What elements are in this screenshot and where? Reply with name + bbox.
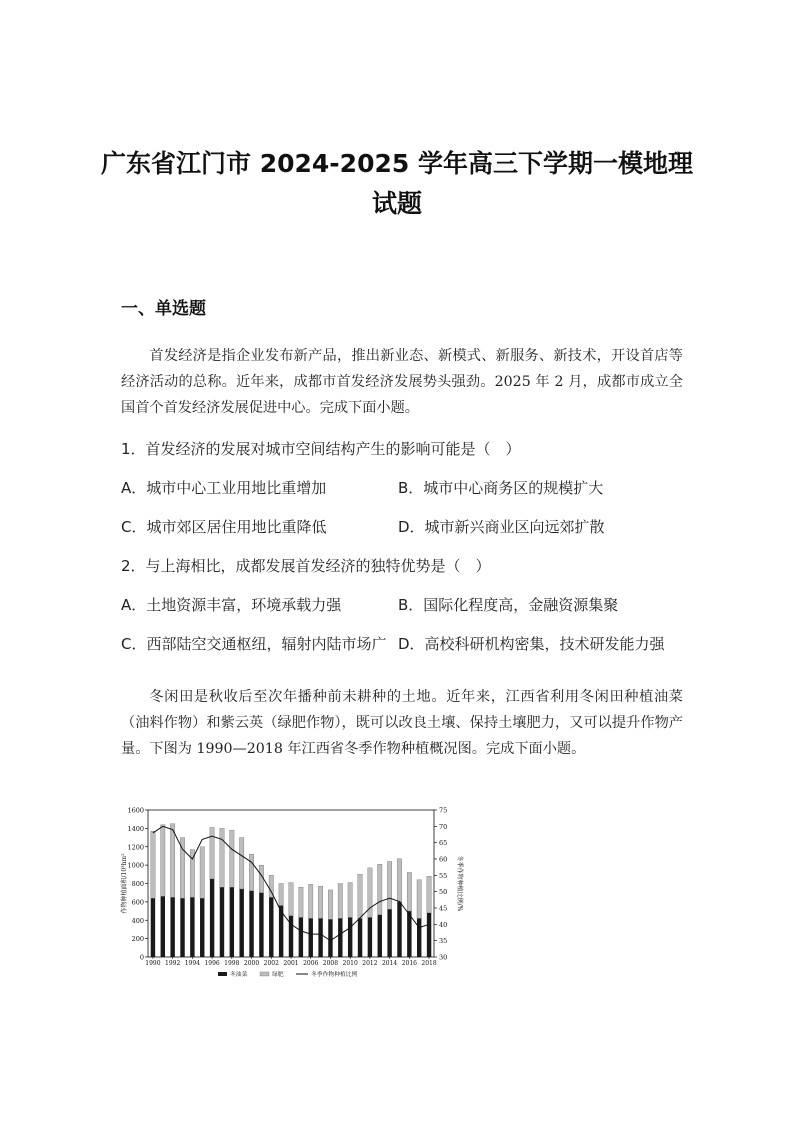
bar-green-manure	[387, 861, 391, 909]
bar-winter-rapeseed	[417, 918, 421, 957]
y-left-tick-label: 0	[139, 953, 144, 962]
x-tick-label: 2001	[283, 960, 299, 967]
bar-green-manure	[338, 884, 342, 919]
y-right-tick-label: 55	[439, 871, 448, 880]
bar-winter-rapeseed	[338, 918, 342, 957]
q2-option-a[interactable]: A．土地资源丰富，环境承载力强	[121, 596, 342, 614]
q1-option-c[interactable]: C．城市郊区居住用地比重降低	[121, 518, 327, 536]
bar-green-manure	[220, 828, 224, 887]
question-2-stem: 2．与上海相比，成都发展首发经济的独特优势是（ ）	[121, 557, 491, 575]
legend-swatch-rapeseed	[218, 972, 227, 976]
y-left-tick-label: 800	[131, 880, 144, 888]
bar-winter-rapeseed	[348, 917, 352, 957]
y-left-tick-label: 600	[131, 898, 144, 907]
y-left-tick-label: 400	[131, 916, 144, 925]
y-left-axis-label: 作物种植面积/10³hm²	[121, 853, 128, 914]
bar-winter-rapeseed	[427, 913, 431, 957]
y-left-tick-label: 1200	[127, 843, 144, 852]
bar-winter-rapeseed	[387, 909, 391, 957]
bar-winter-rapeseed	[151, 898, 155, 957]
legend-label-ratio: 冬季作物种植比例	[311, 972, 358, 978]
bar-winter-rapeseed	[358, 918, 362, 957]
x-tick-label: 2012	[362, 960, 378, 967]
bar-green-manure	[170, 824, 174, 898]
y-right-axis-label: 冬季作物种植比例/%	[456, 855, 463, 912]
x-tick-label: 2018	[421, 960, 437, 967]
bar-winter-rapeseed	[378, 915, 382, 957]
bar-green-manure	[309, 884, 313, 918]
q2-option-d[interactable]: D．高校科研机构密集，技术研发能力强	[398, 635, 665, 653]
q1-option-a[interactable]: A．城市中心工业用地比重增加	[121, 479, 327, 497]
bar-winter-rapeseed	[299, 917, 303, 957]
bar-green-manure	[289, 883, 293, 916]
bar-green-manure	[407, 872, 411, 911]
section-heading: 一、单选题	[121, 299, 206, 319]
x-tick-label: 2014	[381, 960, 398, 967]
y-right-tick-label: 45	[439, 904, 448, 913]
bar-winter-rapeseed	[368, 917, 372, 957]
bar-winter-rapeseed	[259, 893, 263, 957]
x-tick-label: 2016	[401, 960, 417, 967]
y-right-tick-label: 70	[439, 822, 448, 831]
x-tick-label: 1998	[224, 960, 240, 967]
bar-green-manure	[427, 876, 431, 913]
bar-winter-rapeseed	[269, 897, 273, 957]
bar-winter-rapeseed	[328, 919, 332, 957]
q2-option-c[interactable]: C．西部陆空交通枢纽，辐射内陆市场广	[121, 635, 387, 653]
bar-green-manure	[358, 874, 362, 918]
y-right-tick-label: 65	[439, 839, 448, 848]
bar-green-manure	[417, 880, 421, 919]
bar-winter-rapeseed	[249, 891, 253, 957]
x-tick-label: 1990	[145, 960, 161, 967]
bar-green-manure	[161, 825, 165, 897]
y-right-tick-label: 30	[439, 953, 448, 962]
bar-green-manure	[318, 886, 322, 918]
x-tick-label: 2010	[342, 960, 358, 967]
y-left-tick-label: 200	[131, 935, 144, 944]
x-tick-label: 1996	[204, 960, 220, 967]
bar-green-manure	[348, 883, 352, 918]
x-tick-label: 1992	[165, 960, 181, 967]
bar-winter-rapeseed	[397, 902, 401, 957]
y-left-tick-label: 1600	[127, 806, 144, 815]
bar-winter-rapeseed	[220, 887, 224, 957]
q2-option-b[interactable]: B．国际化程度高，金融资源集聚	[398, 596, 619, 614]
bar-winter-rapeseed	[170, 897, 174, 957]
y-right-tick-label: 40	[439, 920, 448, 929]
y-left-tick-label: 1400	[127, 824, 144, 833]
q1-option-d[interactable]: D．城市新兴商业区向远郊扩散	[398, 518, 605, 536]
x-tick-label: 1994	[184, 960, 201, 967]
bar-green-manure	[210, 827, 214, 878]
y-right-tick-label: 50	[439, 888, 448, 897]
legend-swatch-green-manure	[260, 972, 269, 976]
bar-winter-rapeseed	[230, 887, 234, 957]
bar-green-manure	[230, 830, 234, 887]
x-tick-label: 2002	[263, 960, 279, 967]
bar-winter-rapeseed	[190, 897, 194, 957]
bar-green-manure	[249, 854, 253, 891]
x-tick-label: 2000	[243, 960, 260, 967]
legend-label-green-manure: 绿肥	[272, 972, 284, 978]
bar-winter-rapeseed	[318, 918, 322, 957]
bar-winter-rapeseed	[239, 889, 243, 957]
y-left-tick-label: 1000	[127, 861, 144, 870]
bar-green-manure	[328, 890, 332, 919]
bar-winter-rapeseed	[309, 918, 313, 957]
bar-green-manure	[259, 865, 263, 893]
legend-label-rapeseed: 冬油菜	[230, 972, 248, 978]
bar-winter-rapeseed	[200, 898, 204, 957]
y-right-tick-label: 75	[439, 806, 448, 815]
document-title-line2: 试题	[371, 189, 422, 218]
passage-1: 首发经济是指企业发布新产品，推出新业态、新模式、新服务、新技术，开设首店等经济活动的总称。近年来，成都市首发经济发展势头强劲。2025 年 2 月，成都市成立全国首个首发经济发展促进中心。完成下面小题。	[121, 348, 683, 416]
document-title-line1: 广东省江门市 2024-2025 学年高三下学期一模地理	[101, 149, 693, 178]
bar-winter-rapeseed	[210, 879, 214, 957]
bar-green-manure	[378, 864, 382, 915]
winter-crop-chart	[112, 800, 464, 984]
x-tick-label: 2006	[303, 960, 319, 967]
bar-green-manure	[397, 859, 401, 902]
bar-winter-rapeseed	[407, 911, 411, 957]
bar-winter-rapeseed	[161, 896, 165, 957]
y-right-tick-label: 35	[439, 937, 448, 946]
bar-green-manure	[279, 884, 283, 906]
bar-green-manure	[200, 847, 204, 898]
bar-green-manure	[299, 887, 303, 917]
passage-2: 冬闲田是秋收后至次年播种前未耕种的土地。近年来，江西省利用冬闲田种植油菜（油料作物）和紫云英（绿肥作物），既可以改良土壤、保持土壤肥力，又可以提升作物产量。下图为 1990—2018 年江西省冬季作物种植概况图。完成下面小题。	[121, 689, 683, 757]
bar-green-manure	[239, 838, 243, 889]
bar-green-manure	[151, 831, 155, 898]
bar-winter-rapeseed	[180, 898, 184, 957]
y-right-tick-label: 60	[439, 855, 448, 864]
question-1-stem: 1．首发经济的发展对城市空间结构产生的影响可能是（ ）	[121, 440, 521, 458]
x-tick-label: 2008	[322, 960, 339, 967]
q1-option-b[interactable]: B．城市中心商务区的规模扩大	[398, 479, 604, 497]
